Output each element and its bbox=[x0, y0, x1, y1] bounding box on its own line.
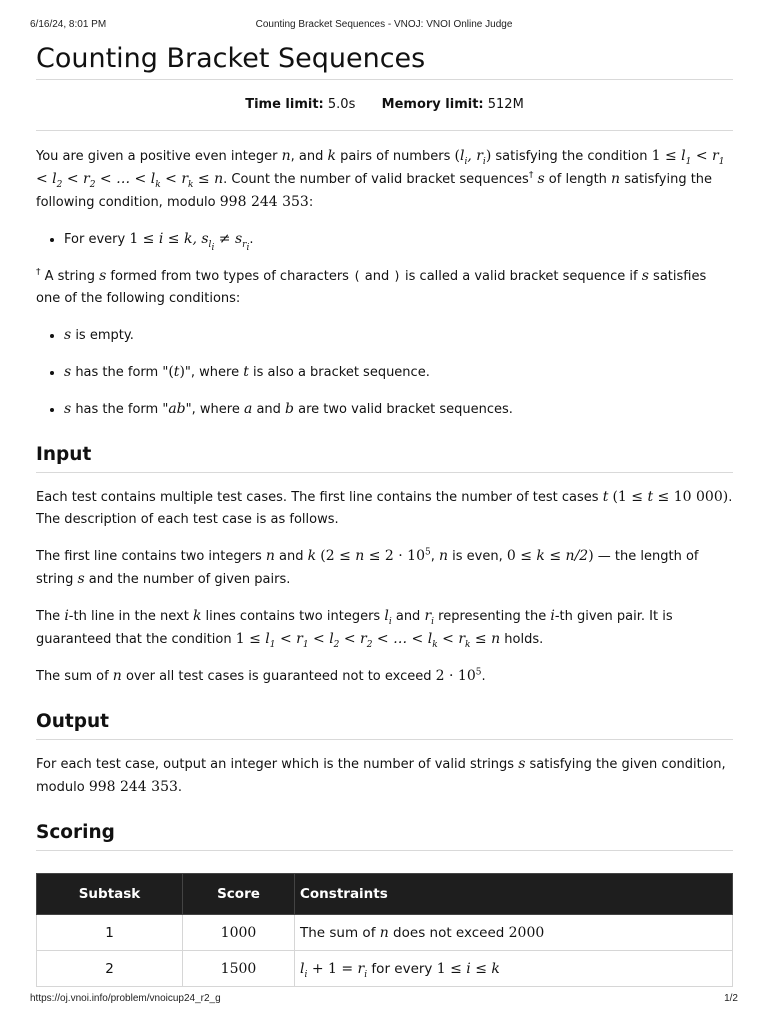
print-page-title: Counting Bracket Sequences - VNOJ: VNOI Online Judge bbox=[255, 19, 513, 30]
column-header-constraints: Constraints bbox=[295, 874, 733, 915]
input-paragraph-2: The first line contains two integers n and k ($2 \le n \le 2 \cdot 10^5$, n is even, 0 ≤ k ≤ n/2) — the length of string s and the number of given pairs. bbox=[36, 547, 699, 587]
column-header-score: Score bbox=[183, 874, 295, 915]
rule-item: • s has the form "(t)", where t is also a bracket sequence. bbox=[64, 361, 733, 384]
input-paragraph-4: The sum of n over all test cases is guaranteed not to exceed $2 \cdot 10^5$. bbox=[36, 667, 486, 684]
condition-item: • For every 1 ≤ i ≤ k, $s_{l_i} \ne s_{r_i}$. bbox=[64, 228, 733, 251]
print-url: https://oj.vnoi.info/problem/vnoicup24_r2_g bbox=[30, 993, 221, 1004]
problem-content bbox=[36, 34, 733, 851]
rule-item: • s has the form "ab", where a and b are two valid bracket sequences. bbox=[64, 398, 733, 421]
score-cell: 1500 bbox=[183, 951, 295, 987]
subtask-cell: 1 bbox=[37, 915, 183, 951]
scoring-divider bbox=[36, 850, 733, 851]
scoring-header-row bbox=[37, 874, 733, 915]
print-datetime: 6/16/24, 8:01 PM bbox=[30, 19, 107, 30]
input-paragraph-3: The i-th line in the next k lines contains two integers $l_i$ and $r_i$ representing the i-th given pair. It is guaranteed that the condition $1 \le l_1 < r_1 < l_2 < r_2$ < … < $l_k < r_k \le n$ holds. bbox=[36, 608, 673, 650]
table-row bbox=[37, 951, 733, 987]
condition-list bbox=[36, 228, 733, 251]
output-paragraph: For each test case, output an integer which is the number of valid strings s satisfying the given condition, modulo 998 244 353. bbox=[36, 756, 726, 795]
scoring-heading: Scoring bbox=[36, 822, 115, 843]
rules-list bbox=[36, 324, 733, 421]
constraint-cell: $l_i + 1 = r_i$ for every 1 ≤ i ≤ k bbox=[295, 951, 733, 987]
subtask-cell: 2 bbox=[37, 951, 183, 987]
table-row bbox=[37, 915, 733, 951]
problem-title: Counting Bracket Sequences bbox=[36, 43, 426, 74]
input-paragraph-1: Each test contains multiple test cases. The first line contains the number of test cases t (1 ≤ t ≤ 10 000). The description of each test case is as follows. bbox=[36, 489, 733, 527]
scoring-table bbox=[36, 873, 733, 987]
time-limit-value: 5.0s bbox=[327, 97, 356, 112]
print-footer bbox=[30, 993, 738, 1007]
rule-item: • s is empty. bbox=[64, 324, 733, 347]
input-heading: Input bbox=[36, 444, 92, 465]
score-cell: 1000 bbox=[183, 915, 295, 951]
memory-limit-label: Memory limit: bbox=[381, 97, 484, 112]
time-limit-label: Time limit: bbox=[245, 97, 324, 112]
limits-bar bbox=[36, 80, 733, 130]
print-header bbox=[30, 19, 738, 33]
output-heading: Output bbox=[36, 711, 109, 732]
footnote: † A string s formed from two types of characters ( and ) is called a valid bracket sequence if s satisfies one of the following conditions: bbox=[36, 267, 707, 306]
statement-intro: You are given a positive even integer n, and k pairs of numbers ($l_i$, $r_i$) satisfying the condition $1 \le l_1 < r_1 < l_2 < r_2$ < … < $l_k < r_k \le n$. Count the number of valid bracket sequences† s of length n satisfying the following condition, modulo 998 244 353: bbox=[36, 148, 725, 210]
memory-limit-value: 512M bbox=[487, 97, 524, 112]
constraint-cell: The sum of n does not exceed 2000 bbox=[295, 915, 733, 951]
column-header-subtask: Subtask bbox=[37, 874, 183, 915]
print-page-number: 1/2 bbox=[724, 993, 738, 1004]
